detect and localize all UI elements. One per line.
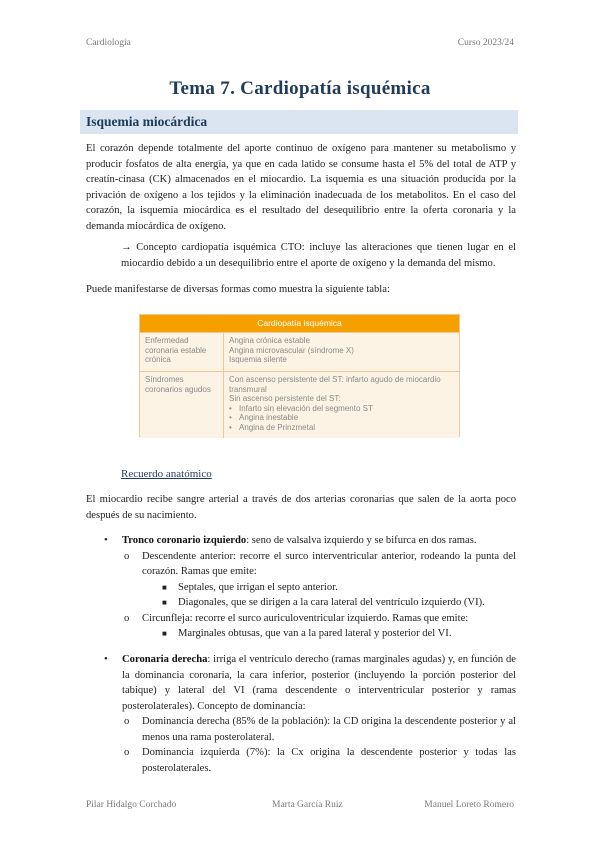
item-text: Septales, que irrigan el septo anterior. — [178, 581, 338, 593]
list-item — [104, 549, 516, 580]
header-course: Curso 2023/24 — [457, 38, 514, 48]
item-text: Dominancia derecha (85% de la población): la CD origina la descendente posterior y al menos una rama posterolateral. — [142, 716, 516, 743]
footer-author: Marta García Ruiz — [272, 800, 343, 810]
bullet-icon: • — [104, 653, 108, 665]
footer-author: Pilar Hidalgo Corchado — [86, 800, 177, 810]
left-coronary-list — [104, 533, 516, 642]
list-item — [104, 714, 516, 745]
item-text: Marginales obtusas, que van a la pared lateral y posterior del VI. — [178, 628, 452, 639]
right-coronary-list — [104, 652, 516, 776]
anatomy-paragraph: El miocardio recibe sangre arterial a través de dos arterias coronarias que salen de la aorta poco después de su nacimiento. — [86, 494, 516, 521]
table-row — [140, 332, 459, 371]
intro-paragraph: El corazón depende totalmente del aporte continuo de oxígeno para mantener su metabolismo y producir fosfatos de alta energía, ya que en cada latido se consume hasta el 5% del total de ATP y creatín-cinasa (CK) almacenados en el miocardio. La isquemia es una situación producida por la privación de oxígeno a los tejidos y la eliminación inadecuada de los metabolitos. En el caso del corazón, la isquemia miocárdica es el resultado del desequilibrio entre la oferta coronaria y la demanda miocárdica de oxígeno. — [86, 143, 516, 232]
list-item — [104, 745, 516, 776]
table-item: Sin ascenso persistente del ST: — [229, 394, 341, 403]
square-bullet-icon: ■ — [162, 582, 167, 592]
circle-bullet-icon: o — [124, 716, 130, 727]
table-item: Angina crónica estable — [229, 336, 310, 345]
item-text: Dominancia izquierda (7%): la Cx origina la descendente posterior y todas las posterolaterales. — [142, 747, 516, 774]
subsection-heading: Recuerdo anatómico — [121, 468, 212, 480]
table-row-content — [224, 333, 459, 371]
item-text: Circunfleja: recorre el surco auriculoventricular izquierdo. Ramas que emite: — [142, 612, 469, 624]
table-bullet: • Angina inestable — [229, 413, 454, 423]
table-item: Angina microvascular (síndrome X) — [229, 345, 354, 355]
square-bullet-icon: ■ — [162, 598, 167, 607]
list-item — [104, 595, 516, 611]
ischemia-table — [139, 314, 460, 437]
footer-author: Manuel Loreto Romero — [424, 800, 514, 810]
square-bullet-icon: ■ — [162, 629, 167, 638]
table-bullet: • Angina de Prinzmetal — [229, 423, 454, 433]
item-text: Descendente anterior: recorre el surco interventricular anterior, rodeando la punta del corazón. Ramas que emite: — [142, 550, 516, 577]
item-text: : irriga el ventrículo derecho (ramas marginales agudas) y, en función de la dominancia coronaria, la cara inferior, posterior (incluyendo la porción posterior del tabique) y lateral del VI (rama descendente o interventricular posterior y ramas posterolaterales). Concepto de dominancia: — [122, 654, 517, 712]
table-item: Con ascenso persistente del ST: infarto agudo de miocardio transmural — [229, 375, 441, 394]
list-item — [104, 533, 516, 549]
list-item — [104, 580, 516, 596]
item-text: : seno de valsalva izquierdo y se bifurca en dos ramas. — [246, 535, 477, 546]
list-item — [104, 611, 516, 627]
table-row-label: Enfermedad coronaria estable crónica — [140, 333, 224, 371]
section-heading: Isquemia miocárdica — [80, 110, 518, 134]
bold-term: Tronco coronario izquierdo — [122, 535, 247, 546]
circle-bullet-icon: o — [124, 747, 130, 758]
concept-paragraph: → Concepto cardiopatía isquémica CTO: incluye las alteraciones que tienen lugar en el miocardio debido a un desequilibrio entre el aporte de oxígeno y la demanda del mismo. — [121, 242, 516, 269]
table-intro-paragraph: Puede manifestarse de diversas formas como muestra la siguiente tabla: — [86, 284, 390, 295]
page-title: Tema 7. Cardiopatía isquémica — [169, 78, 431, 99]
table-row-label: Síndromes coronarios agudos — [140, 372, 224, 438]
bullet-icon: • — [104, 534, 108, 546]
header-subject: Cardiología — [86, 38, 131, 48]
list-item — [104, 626, 516, 642]
bold-term: Coronaria derecha — [122, 654, 208, 665]
table-bullet: • Infarto sin elevación del segmento ST — [229, 404, 454, 414]
list-item — [104, 652, 516, 714]
table-item: Isquemia silente — [229, 355, 287, 364]
table-header: Cardiopatía isquémica — [140, 315, 459, 332]
item-text: Diagonales, que se dirigen a la cara lateral del ventrículo izquierdo (VI). — [178, 597, 485, 608]
table-row-content — [224, 372, 459, 438]
circle-bullet-icon: o — [124, 612, 130, 624]
circle-bullet-icon: o — [124, 550, 130, 562]
table-row — [140, 371, 459, 438]
